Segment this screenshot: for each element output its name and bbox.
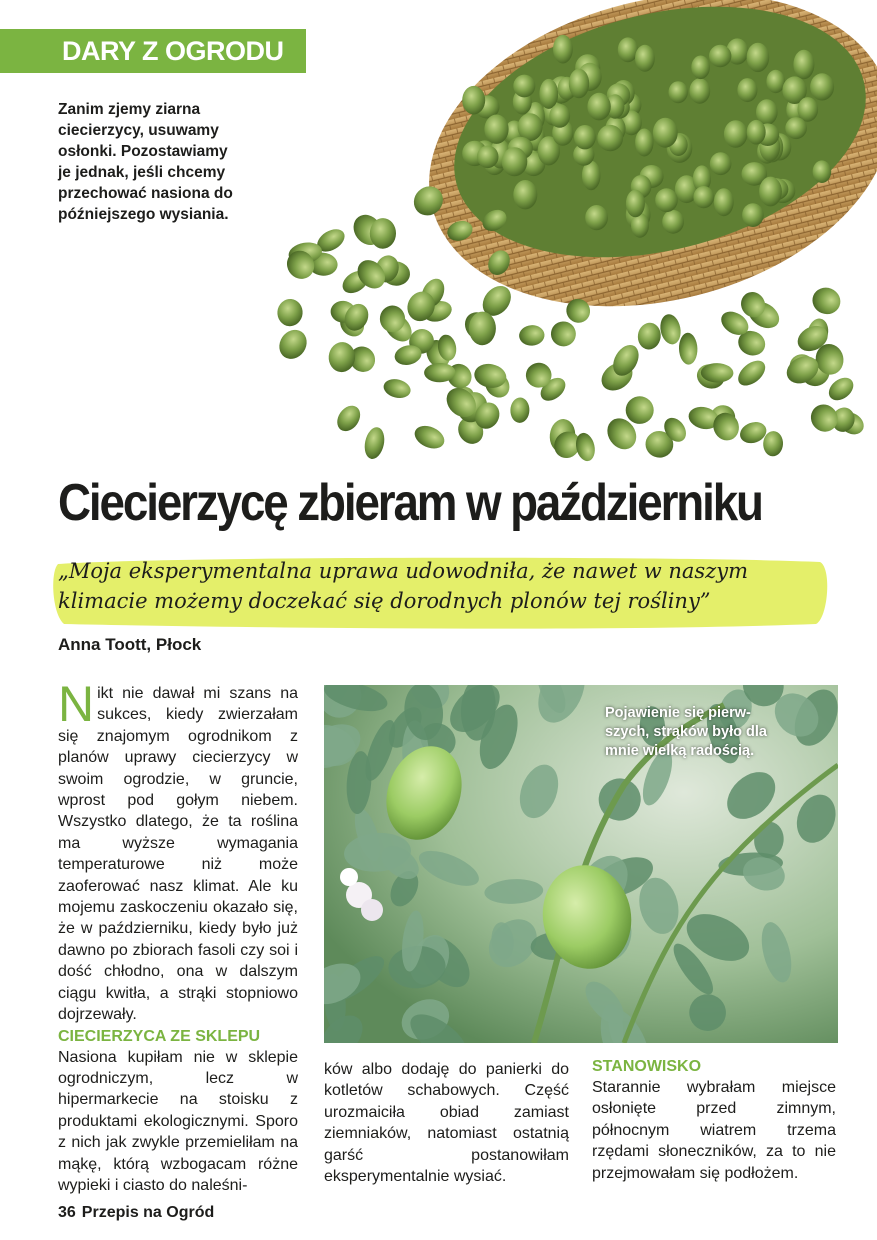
chickpea-pod <box>333 401 365 435</box>
chickpea-pod <box>549 104 570 128</box>
chickpea-pod <box>691 56 710 80</box>
chickpea-pod <box>635 129 653 157</box>
chickpea-pod <box>724 120 748 148</box>
chickpea-pod <box>669 81 688 103</box>
chickpea-pod <box>477 146 499 169</box>
chickpea-pod <box>411 422 448 453</box>
chickpea-pod <box>810 73 834 100</box>
intro-caption: Zanim zjemy ziarna ciecierzycy, usuwamy osłonki. Pozostawiamy je jednak, jeśli chcemy przechować nasiona do późniejszego wysiania. <box>58 101 233 223</box>
chickpea-pod <box>734 356 770 391</box>
section-tag-label: DARY Z OGRODU <box>62 36 284 66</box>
byline: Anna Toott, Płock <box>58 635 202 654</box>
chickpea-pod <box>587 93 610 121</box>
article-column-2 <box>324 1059 569 1187</box>
drop-cap: N <box>58 676 95 732</box>
chickpea-pod <box>689 78 710 103</box>
chickpea-pod <box>635 45 655 72</box>
chickpea-pod <box>626 190 645 218</box>
chickpea-pod <box>798 97 819 122</box>
chickpea-pod <box>518 324 545 346</box>
chickpea-pod <box>513 75 535 98</box>
chickpea-pod <box>510 397 530 423</box>
chickpea-pod <box>553 35 573 64</box>
paragraph-2: Nasiona kupiłam nie w sklepie ogrodniczym, lecz w hipermarkecie na stoisku z produktami ekologicznymi. Sporo z nich jak zwykle przemieliłam na mąkę, którą wzbogacam różne wypieki i ciasto do naleśni- <box>58 1048 298 1194</box>
chickpea-pod <box>766 70 785 93</box>
chickpea-pod <box>709 45 731 67</box>
chickpea-pod <box>763 431 784 457</box>
chickpea-pod <box>569 69 589 99</box>
chickpea-pod <box>585 205 608 230</box>
chickpea-pod <box>513 180 537 209</box>
pull-quote: „Moja eksperymentalna uprawa udowodniła, że nawet w naszym klimacie możemy doczekać się dorodnych plonów tej rośliny” <box>58 559 749 613</box>
section-tag <box>0 29 306 73</box>
headline: Ciecierzycę zbieram w październiku <box>58 474 762 532</box>
chickpea-pod <box>742 203 764 227</box>
article-column-1 <box>58 676 298 1196</box>
chickpea-pod <box>805 399 843 437</box>
chickpea-pod <box>484 115 508 144</box>
chickpea-pod <box>502 147 528 176</box>
chickpea-pod <box>636 321 662 351</box>
chickpea-pod <box>714 188 734 216</box>
chickpea-pod <box>276 298 303 327</box>
chickpea-pod <box>737 78 757 102</box>
chickpea-pod <box>626 396 654 424</box>
subhead-store: CIECIERZYCA ZE SKLEPU <box>58 1027 261 1045</box>
photo-caption: Pojawienie się pierw- szych, strąków było dla mnie wielką radością. <box>605 705 767 759</box>
page-number: 36 <box>58 1204 76 1221</box>
chickpea-pod <box>518 113 543 141</box>
chickpea-pod <box>574 125 596 149</box>
chickpea-pod <box>710 152 732 175</box>
chickpea-pod <box>658 312 683 346</box>
chickpea-pod <box>539 79 558 109</box>
chickpea-pod <box>597 125 623 151</box>
chickpea-pod <box>462 86 485 115</box>
magazine-name: Przepis na Ogród <box>81 1204 215 1221</box>
chickpea-pod <box>362 425 387 460</box>
paragraph-3: ków albo dodaję do panierki do kotletów schabowych. Część urozmaiciła obiad zamiast ziemniaków, natomiast ostatnią garść postanowiłam eksperymentalnie wysiać. <box>324 1061 569 1186</box>
chickpea-basket-image <box>270 0 877 470</box>
subhead-location: STANOWISKO <box>592 1058 702 1075</box>
chickpea-pod <box>747 120 766 145</box>
paragraph-1 <box>58 676 298 1026</box>
chickpea-pod <box>662 210 684 234</box>
chickpea-pod <box>808 283 844 318</box>
chickpea-pod <box>655 188 678 212</box>
chickpea-pod <box>793 50 814 80</box>
chickpea-pod <box>274 325 312 365</box>
article-column-3 <box>592 1056 836 1184</box>
chickpea-pod <box>693 186 714 208</box>
chickpea-pod <box>382 376 413 400</box>
chickpea-pod <box>618 37 638 62</box>
chickpea-pod <box>678 332 697 364</box>
chickpea-pod <box>825 373 858 405</box>
page-footer <box>58 1204 214 1222</box>
chickpea-pod <box>653 118 678 148</box>
chickpea-pod <box>813 160 832 183</box>
chickpea-pod <box>759 177 782 207</box>
paragraph-1-text: ikt nie dawał mi szans na sukces, kiedy zwierzałam się znajomym ogrodnikom z planów uprawy ciecierzycy w swoim ogrodzie, w gruncie, wprost pod gołym niebem. Wszystko dlatego, że ta roślina ma wyższe wymagania temperaturowe niż może zaoferować nasz klimat. Ale ku mojemu zaskoczeniu okazało się, że w październiku, kiedy było już dawno po zbiorach fasoli czy soi i dość chłodno, ona w dalszym ciągu kwitła, a strąki stopniowo dojrzewały. <box>58 685 298 1024</box>
chickpea-pod <box>327 341 356 373</box>
chickpea-pod <box>785 117 807 139</box>
chickpea-pod <box>747 43 770 72</box>
paragraph-4: Starannie wybrałam miejsce osłonięte przed zimnym, północnym wiatrem trzema rzędami słoneczników, za to nie przejmowałam się podłożem. <box>592 1079 836 1182</box>
